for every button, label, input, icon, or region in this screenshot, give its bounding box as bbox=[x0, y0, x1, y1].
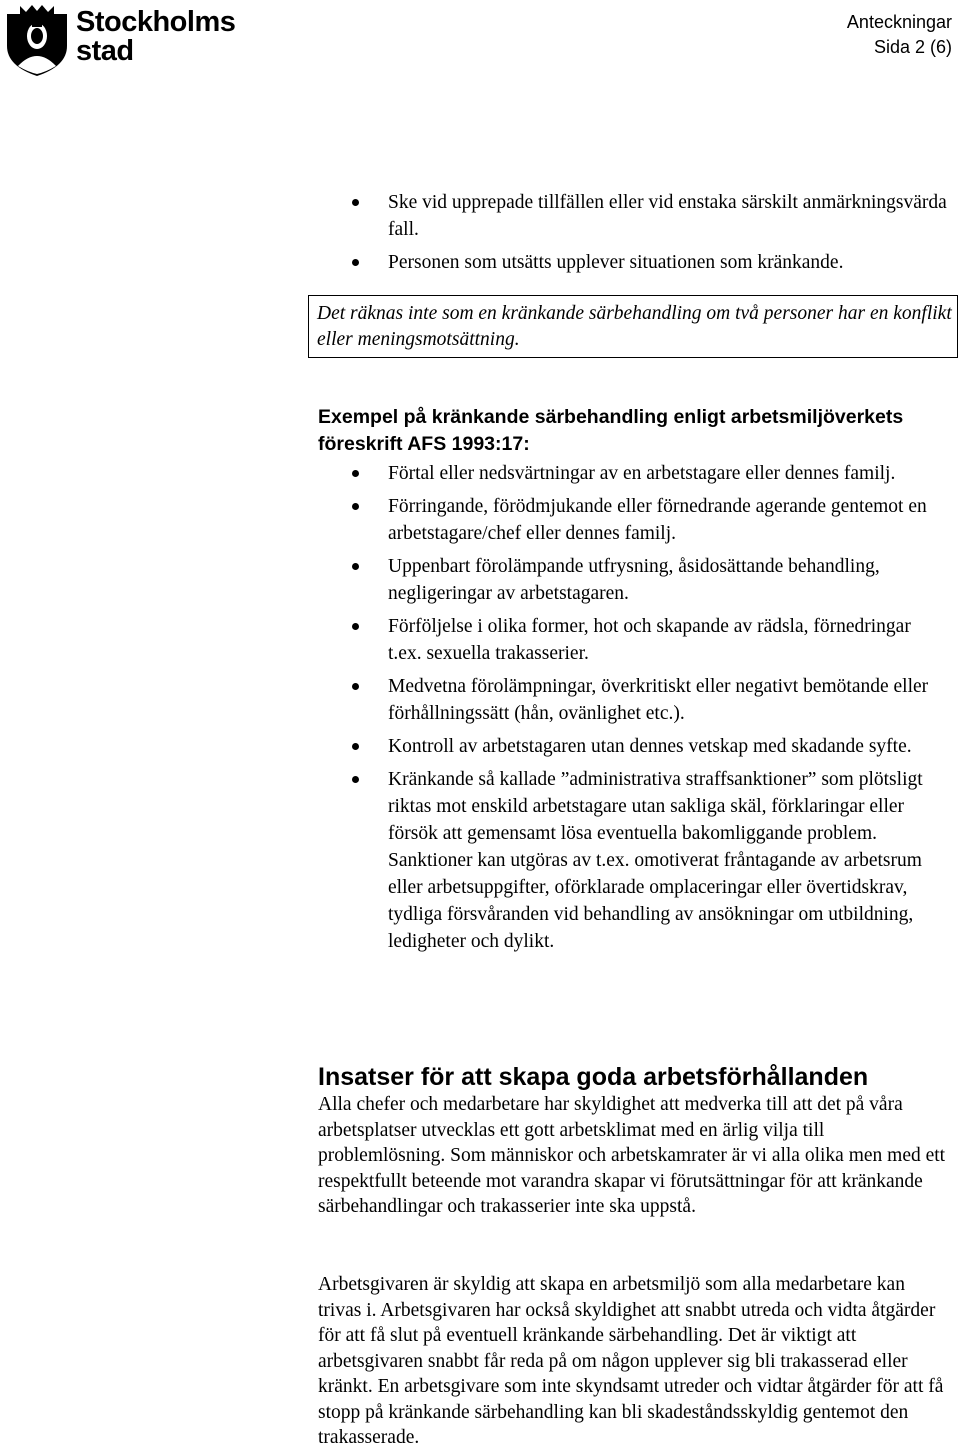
bullet-dot-icon bbox=[352, 683, 359, 690]
bullet-dot-icon bbox=[352, 563, 359, 570]
bullet-dot-icon bbox=[352, 776, 359, 783]
bullet-dot-icon bbox=[352, 743, 359, 750]
bullet-dot-icon bbox=[352, 259, 359, 266]
logo-line-1: Stockholms bbox=[76, 6, 236, 38]
list-item bbox=[388, 673, 948, 727]
stockholms-stad-logo bbox=[4, 2, 234, 78]
list-item bbox=[388, 766, 948, 955]
page-number: Sida 2 (6) bbox=[873, 37, 952, 57]
list-item-text: Förtal eller nedsvärtningar av en arbetstagare eller dennes familj. bbox=[388, 463, 896, 484]
page-header-info bbox=[847, 10, 952, 60]
list-item bbox=[388, 249, 948, 276]
bullet-dot-icon bbox=[352, 623, 359, 630]
list-item bbox=[388, 493, 948, 547]
list-item-text: Förföljelse i olika former, hot och skapande av rädsla, förnedringar t.ex. sexuella trakasserier. bbox=[388, 616, 911, 664]
list-item-text: Uppenbart förolämpande utfrysning, åsidosättande behandling, negligeringar av arbetstagaren. bbox=[388, 556, 880, 604]
list-item bbox=[388, 189, 948, 243]
list-item bbox=[388, 460, 948, 487]
bullet-dot-icon bbox=[352, 470, 359, 477]
logo-line-2: stad bbox=[76, 35, 134, 67]
list-item bbox=[388, 613, 948, 667]
list-item bbox=[388, 553, 948, 607]
examples-bullet-list bbox=[388, 460, 948, 961]
intro-bullet-list bbox=[388, 189, 948, 282]
list-item-text: Kränkande så kallade ”administrativa straffsanktioner” som plötsligt riktas mot enskild arbetstagare utan sakliga skäl, förklaringar eller försök att gemensamt lösa eventuella bakomliggande problem. Sanktioner kan utgöras av t.ex. omotiverat fråntagande av arbetsrum eller arbetsuppgifter, oförklarade omplaceringar eller övertidskrav, tydliga försvåranden vid behandling av ansökningar om utbildning, ledigheter och dylikt. bbox=[388, 769, 923, 952]
examples-heading: Exempel på kränkande särbehandling enligt arbetsmiljöverkets föreskrift AFS 1993:17: bbox=[318, 406, 904, 455]
bullet-dot-icon bbox=[352, 199, 359, 206]
list-item-text: Kontroll av arbetstagaren utan dennes vetskap med skadande syfte. bbox=[388, 736, 912, 757]
section-heading: Insatser för att skapa goda arbetsförhållanden bbox=[318, 1063, 869, 1091]
stockholm-crest-icon bbox=[4, 2, 70, 78]
logo-wordmark bbox=[76, 8, 235, 66]
list-item-text: Personen som utsätts upplever situationen som kränkande. bbox=[388, 252, 844, 273]
paragraph-2: Arbetsgivaren är skyldig att skapa en arbetsmiljö som alla medarbetare kan trivas i. Arbetsgivaren har också skyldighet att snabbt utreda och vidta åtgärder för att få slut på eventuell kränkande särbehandling. Det är viktigt att arbetsgivaren snabbt får reda på om någon upplever sig bli trakasserad eller kränkt. En arbetsgivare som inte skyndsamt utreder och vidtar åtgärder för att få stopp på kränkande särbehandling kan bli skadeståndsskyldig gentemot den trakasserade. bbox=[318, 1274, 944, 1448]
note-box: Det räknas inte som en kränkande särbehandling om två personer har en konflikt eller meningsmotsättning. bbox=[308, 295, 958, 358]
list-item-text: Ske vid upprepade tillfällen eller vid enstaka särskilt anmärkningsvärda fall. bbox=[388, 192, 947, 240]
list-item-text: Förringande, förödmjukande eller förnedrande agerande gentemot en arbetstagare/chef eller dennes familj. bbox=[388, 496, 927, 544]
list-item-text: Medvetna förolämpningar, överkritiskt eller negativt bemötande eller förhållningssätt (hån, ovänlighet etc.). bbox=[388, 676, 929, 724]
bullet-dot-icon bbox=[352, 503, 359, 510]
document-type: Anteckningar bbox=[846, 12, 952, 32]
list-item bbox=[388, 733, 948, 760]
paragraph-1: Alla chefer och medarbetare har skyldighet att medverka till att det på våra arbetsplatser utvecklas ett gott arbetsklimat med en ärlig vilja till problemlösning. Som människor och arbetskamrater är vi alla olika men med ett respektfullt beteende mot varandra skapar vi förutsättningar för att kränkande särbehandlingar och trakasserier inte ska uppstå. bbox=[318, 1094, 946, 1217]
